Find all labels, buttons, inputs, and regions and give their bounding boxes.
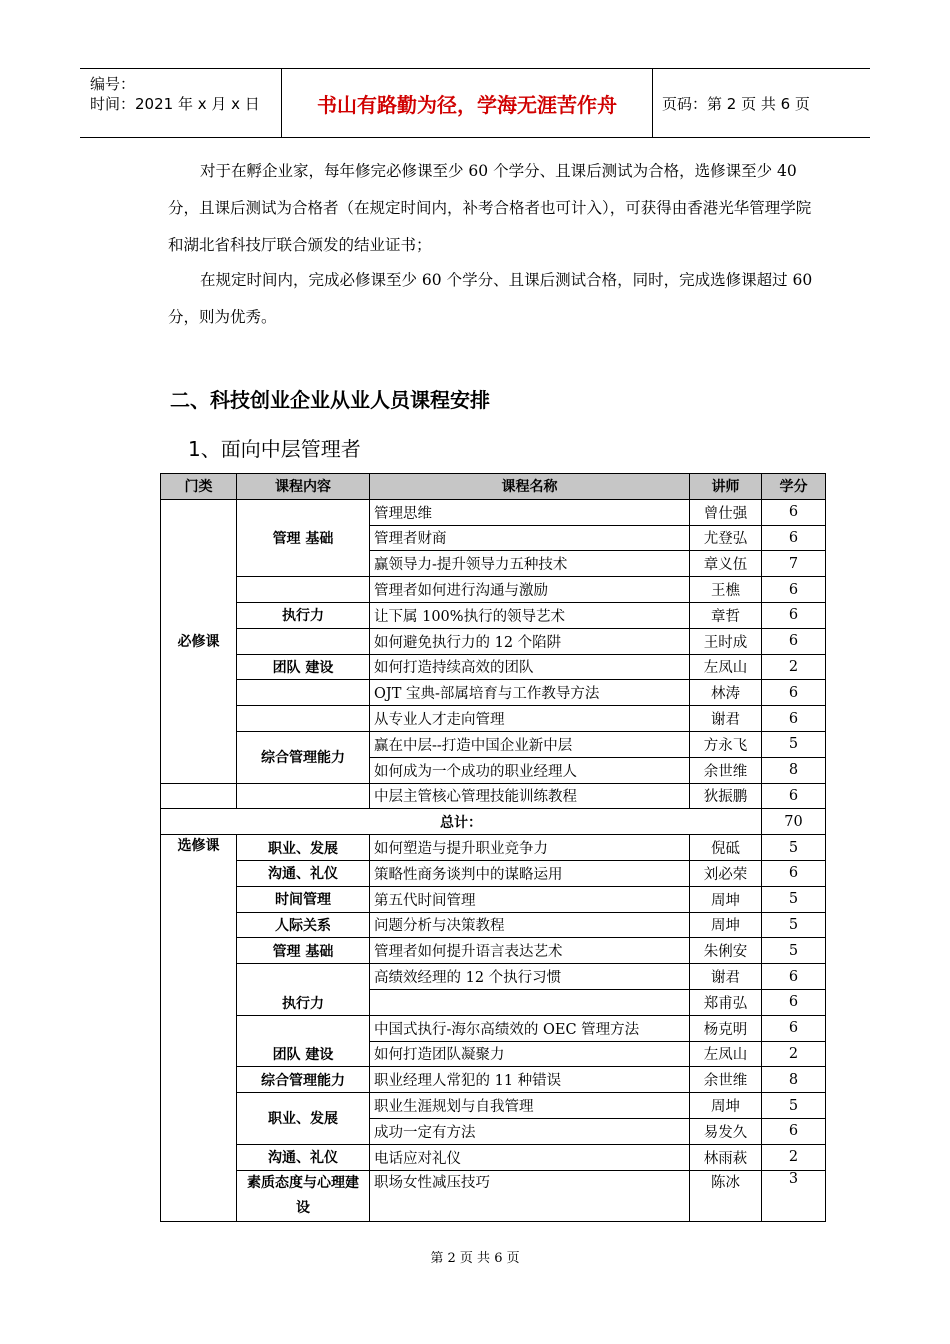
course-credit: 6 <box>762 499 826 525</box>
course-name: 第五代时间管理 <box>370 886 690 912</box>
course-teacher: 周坤 <box>690 1093 762 1119</box>
column-header: 课程名称 <box>370 474 690 500</box>
category-content: 素质态度与心理建设 <box>237 1170 370 1221</box>
category-content-empty <box>237 706 370 732</box>
category-content: 人际关系 <box>237 912 370 938</box>
table-row <box>161 964 826 990</box>
course-teacher: 曾仕强 <box>690 499 762 525</box>
category-content: 沟通、礼仪 <box>237 1144 370 1170</box>
course-teacher: 王时成 <box>690 628 762 654</box>
category-elective: 选修课 <box>161 835 237 1221</box>
category-content: 管理 基础 <box>237 938 370 964</box>
category-content: 团队 建设 <box>237 654 370 680</box>
header-motto: 书山有路勤为径，学海无涯苦作舟 <box>281 69 653 137</box>
total-row <box>161 809 826 835</box>
table-row <box>161 1144 826 1170</box>
course-credit: 8 <box>762 757 826 783</box>
table-row <box>161 1170 826 1221</box>
table-row <box>161 1093 826 1119</box>
course-teacher: 郑甫弘 <box>690 989 762 1015</box>
paragraph-certificate <box>168 153 818 264</box>
course-name: 如何打造团队凝聚力 <box>370 1041 690 1067</box>
course-teacher: 余世维 <box>690 1067 762 1093</box>
table-row <box>161 1067 826 1093</box>
course-credit: 8 <box>762 1067 826 1093</box>
total-value: 70 <box>762 809 826 835</box>
course-credit: 5 <box>762 886 826 912</box>
course-credit: 3 <box>762 1170 826 1221</box>
category-required: 必修课 <box>161 499 237 783</box>
paragraph-excellent <box>168 262 818 336</box>
course-name: 如何避免执行力的 12 个陷阱 <box>370 628 690 654</box>
table-row <box>161 938 826 964</box>
course-credit: 7 <box>762 551 826 577</box>
course-credit: 5 <box>762 1093 826 1119</box>
course-teacher: 杨克明 <box>690 1015 762 1041</box>
table-row <box>161 499 826 525</box>
course-teacher: 左凤山 <box>690 654 762 680</box>
course-credit: 2 <box>762 654 826 680</box>
paragraph-text: 在规定时间内，完成必修课至少 60 个学分、且课后测试合格，同时，完成选修课超过 60 分，则为优秀。 <box>168 271 813 326</box>
course-credit: 6 <box>762 1015 826 1041</box>
course-name: 策略性商务谈判中的谋略运用 <box>370 860 690 886</box>
course-name: 如何塑造与提升职业竞争力 <box>370 835 690 861</box>
table-row <box>161 628 826 654</box>
table-row <box>161 602 826 628</box>
category-content-empty <box>237 628 370 654</box>
course-credit: 2 <box>762 1144 826 1170</box>
page-header <box>80 68 870 138</box>
course-teacher: 王樵 <box>690 577 762 603</box>
course-teacher: 谢君 <box>690 706 762 732</box>
total-label: 总计： <box>161 809 762 835</box>
table-header-row <box>161 474 826 500</box>
course-name: 管理者财商 <box>370 525 690 551</box>
paragraph-text: 对于在孵企业家，每年修完必修课至少 60 个学分、且课后测试为合格，选修课至少 40 分，且课后测试为合格者（在规定时间内，补考合格者也可计入），可获得由香港光华管理学院和湖北省科技厅联合颁发的结业证书； <box>168 162 812 254</box>
header-meta <box>80 69 280 137</box>
course-credit: 6 <box>762 783 826 809</box>
category-content: 团队 建设 <box>237 1015 370 1067</box>
category-content-empty <box>237 577 370 603</box>
course-teacher: 尤登弘 <box>690 525 762 551</box>
course-credit: 5 <box>762 731 826 757</box>
course-teacher: 刘必荣 <box>690 860 762 886</box>
course-credit: 6 <box>762 602 826 628</box>
course-teacher: 周坤 <box>690 886 762 912</box>
number-label: 编号： <box>90 75 136 93</box>
column-header: 学分 <box>762 474 826 500</box>
category-content: 管理 基础 <box>237 499 370 576</box>
category-content: 综合管理能力 <box>237 731 370 783</box>
course-name: 赢领导力-提升领导力五种技术 <box>370 551 690 577</box>
table-row <box>161 886 826 912</box>
course-name: 职业经理人常犯的 11 种错误 <box>370 1067 690 1093</box>
course-credit: 5 <box>762 835 826 861</box>
category-content: 执行力 <box>237 602 370 628</box>
table-row <box>161 860 826 886</box>
column-header: 门类 <box>161 474 237 500</box>
course-name: 管理者如何进行沟通与激励 <box>370 577 690 603</box>
course-teacher: 林雨萩 <box>690 1144 762 1170</box>
table-row <box>161 783 826 809</box>
category-content: 沟通、礼仪 <box>237 860 370 886</box>
course-name: 电话应对礼仪 <box>370 1144 690 1170</box>
course-name: 成功一定有方法 <box>370 1118 690 1144</box>
course-credit: 5 <box>762 912 826 938</box>
course-credit: 6 <box>762 577 826 603</box>
course-name <box>370 989 690 1015</box>
course-credit: 6 <box>762 1118 826 1144</box>
course-credit: 6 <box>762 628 826 654</box>
column-header: 课程内容 <box>237 474 370 500</box>
table-row <box>161 577 826 603</box>
table-row <box>161 680 826 706</box>
course-name: 高绩效经理的 12 个执行习惯 <box>370 964 690 990</box>
course-teacher: 狄振鹏 <box>690 783 762 809</box>
category-content: 执行力 <box>237 964 370 1016</box>
course-teacher: 陈冰 <box>690 1170 762 1221</box>
course-teacher: 易发久 <box>690 1118 762 1144</box>
course-name: 让下属 100%执行的领导艺术 <box>370 602 690 628</box>
course-teacher: 余世维 <box>690 757 762 783</box>
table-row <box>161 654 826 680</box>
course-name: OJT 宝典-部属培育与工作教导方法 <box>370 680 690 706</box>
course-teacher: 倪砥 <box>690 835 762 861</box>
course-teacher: 章哲 <box>690 602 762 628</box>
time-label: 时间：2021 年 x 月 x 日 <box>90 95 260 113</box>
subsection-title: 1、面向中层管理者 <box>188 437 361 461</box>
table-row <box>161 912 826 938</box>
course-name: 如何打造持续高效的团队 <box>370 654 690 680</box>
course-credit: 2 <box>762 1041 826 1067</box>
table-row <box>161 835 826 861</box>
category-content-empty <box>237 680 370 706</box>
course-credit: 6 <box>762 964 826 990</box>
course-teacher: 左凤山 <box>690 1041 762 1067</box>
category-content: 时间管理 <box>237 886 370 912</box>
course-name: 如何成为一个成功的职业经理人 <box>370 757 690 783</box>
course-name: 问题分析与决策教程 <box>370 912 690 938</box>
category-content: 职业、发展 <box>237 835 370 861</box>
course-credit: 6 <box>762 860 826 886</box>
course-name: 中层主管核心管理技能训练教程 <box>370 783 690 809</box>
course-credit: 6 <box>762 989 826 1015</box>
course-teacher: 林涛 <box>690 680 762 706</box>
section-title: 二、科技创业企业从业人员课程安排 <box>170 388 490 412</box>
course-credit: 5 <box>762 938 826 964</box>
category-content: 综合管理能力 <box>237 1067 370 1093</box>
category-empty <box>161 783 237 809</box>
table-row <box>161 731 826 757</box>
course-teacher: 章义伍 <box>690 551 762 577</box>
course-name: 管理思维 <box>370 499 690 525</box>
table-row <box>161 1015 826 1041</box>
course-teacher: 朱俐安 <box>690 938 762 964</box>
course-credit: 6 <box>762 680 826 706</box>
course-credit: 6 <box>762 525 826 551</box>
course-name: 中国式执行-海尔高绩效的 OEC 管理方法 <box>370 1015 690 1041</box>
table-row <box>161 706 826 732</box>
course-name: 从专业人才走向管理 <box>370 706 690 732</box>
course-teacher: 方永飞 <box>690 731 762 757</box>
header-page-number: 页码：第 2 页 共 6 页 <box>662 94 810 113</box>
course-teacher: 谢君 <box>690 964 762 990</box>
course-name: 职场女性减压技巧 <box>370 1170 690 1221</box>
course-name: 管理者如何提升语言表达艺术 <box>370 938 690 964</box>
course-name: 赢在中层--打造中国企业新中层 <box>370 731 690 757</box>
course-name: 职业生涯规划与自我管理 <box>370 1093 690 1119</box>
category-content: 职业、发展 <box>237 1093 370 1145</box>
column-header: 讲师 <box>690 474 762 500</box>
category-content-empty <box>237 783 370 809</box>
page-footer: 第 2 页 共 6 页 <box>430 1251 520 1266</box>
course-table <box>160 473 826 1222</box>
course-credit: 6 <box>762 706 826 732</box>
course-teacher: 周坤 <box>690 912 762 938</box>
